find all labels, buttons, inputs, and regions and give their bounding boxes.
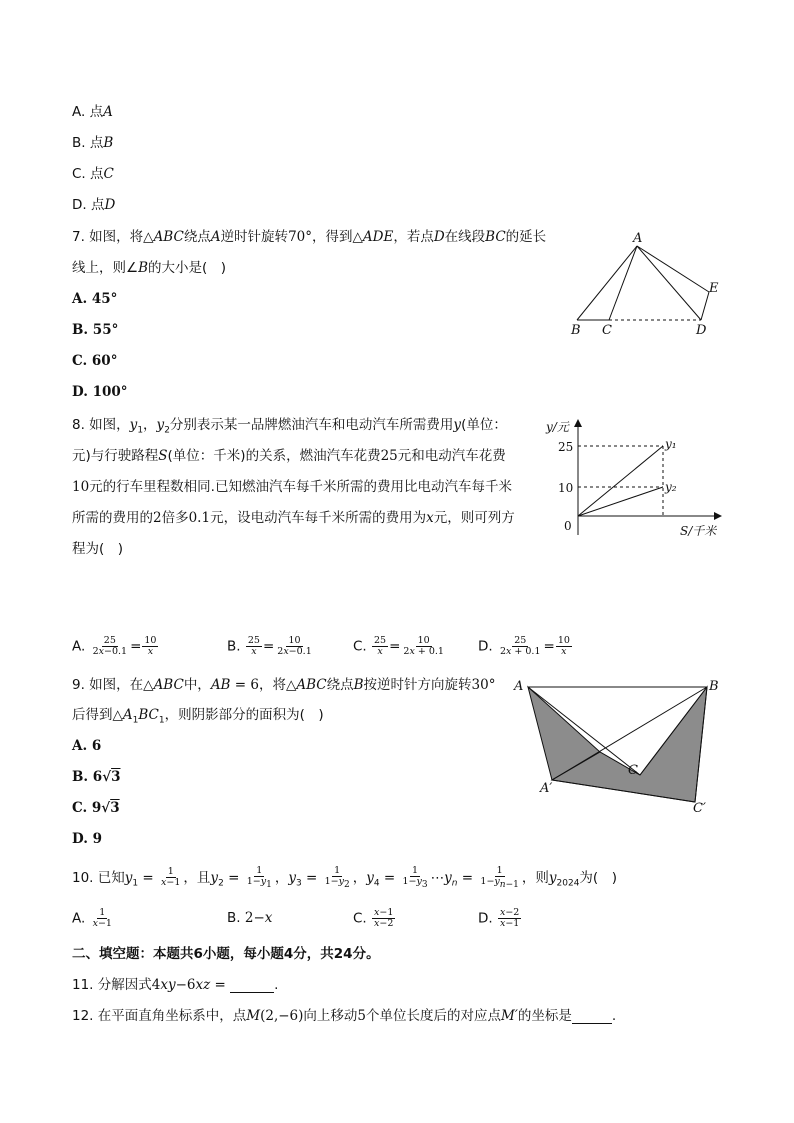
q7-stem-line2: 线上，则∠B的大小是( ) — [72, 260, 227, 276]
q9-label-a1: A′ — [540, 781, 553, 796]
q7-label-b: B — [571, 323, 581, 338]
q10-option-b: B. 2−x — [227, 910, 273, 926]
q7-line-ac — [609, 246, 637, 320]
q10-option-a: A. $\frac{1}{x-1}$ — [72, 907, 112, 929]
q6-option-a: A. 点A — [72, 104, 113, 120]
q8-origin-label: 0 — [564, 519, 572, 533]
q11-answer-blank[interactable] — [230, 978, 274, 993]
q9-option-a: A. 6 — [72, 738, 102, 754]
q7-label-e: E — [709, 281, 719, 296]
q7-line-ab — [577, 246, 637, 320]
q8-option-b: B. $\frac{25}{x}$ = $\frac{10}{2x-0.1}$ — [227, 635, 312, 657]
q8-y-axis-arrow — [574, 419, 582, 427]
q9-option-c: C. 9√3 — [72, 800, 120, 816]
q10-option-c: C. $\frac{x-1}{x-2}$ — [353, 907, 394, 929]
q8-line-y1 — [578, 446, 663, 516]
q7-option-a: A. 45° — [72, 291, 118, 307]
q8-tick-25: 25 — [558, 440, 574, 454]
q12-stem: 12. 在平面直角坐标系中，点M(2,−6)向上移动5个单位长度后的对应点M′的坐标是 . — [72, 1008, 617, 1024]
q7-figure — [565, 228, 725, 340]
q7-option-c: C. 60° — [72, 353, 118, 369]
q8-tick-10: 10 — [558, 481, 574, 495]
q9-stem-line1: 9. 如图，在△ABC中，AB = 6，将△ABC绕点B按逆时针方向旋转30° — [72, 677, 496, 693]
q9-label-c1: C′ — [693, 801, 706, 815]
q8-option-d: D. $\frac{25}{2x + 0.1}$ = $\frac{10}{x}$ — [478, 635, 570, 657]
section-2-heading: 二、填空题：本题共6小题，每小题4分，共24分。 — [72, 946, 380, 962]
q6-option-b: B. 点B — [72, 135, 114, 151]
q7-option-b: B. 55° — [72, 322, 119, 338]
q8-line-y2-label: y₂ — [665, 480, 677, 494]
q8-line-y1-label: y₁ — [665, 437, 677, 451]
q6-option-d: D. 点D — [72, 197, 116, 213]
q10-option-d: D. $\frac{x-2}{x-1}$ — [478, 907, 520, 929]
q9-label-a: A — [514, 679, 524, 694]
q8-stem-line3: 10元的行车里程数相同.已知燃油汽车每千米所需的费用比电动汽车每千米 — [72, 479, 512, 495]
q7-label-c: C — [602, 323, 612, 338]
q7-line-ae — [637, 246, 709, 292]
q8-option-a: A. $\frac{25}{2x-0.1}$ = $\frac{10}{x}$ — [72, 635, 157, 657]
q7-line-ad — [637, 246, 701, 320]
q8-graph — [542, 415, 732, 545]
q11-stem: 11. 分解因式4xy−6xz = . — [72, 977, 279, 993]
q7-label-a: A — [633, 231, 643, 246]
q9-stem-line2: 后得到$\triangle A_1BC_1$，则阴影部分的面积为( ) — [72, 707, 324, 726]
q8-stem-line4: 所需的费用的2倍多0.1元，设电动汽车每千米所需的费用为x元，则可列方 — [72, 510, 515, 526]
q6-option-c: C. 点C — [72, 166, 114, 182]
q8-stem-line5: 程为( ) — [72, 541, 124, 557]
q9-option-b: B. 6√3 — [72, 769, 121, 785]
q10-stem: 10. 已知$y_1$ = $\frac{1}{x-1}$ ，且$y_2$ = $\frac{1}{1-y_1}$ ，$y_3$ = $\frac{1}{1-y_2}$ ，$y_4$ = $\frac{1}{1-y_3}$ $\cdots y_n$ = $\frac{1}{1-y_{n-1}}$ ，则$y_{2024}$为( ) — [72, 865, 617, 890]
q8-stem-line2: 元)与行驶路程S(单位：千米)的关系，燃油汽车花费25元和电动汽车花费 — [72, 448, 506, 464]
q9-option-d: D. 9 — [72, 831, 103, 847]
q8-line-y2 — [578, 487, 663, 516]
q12-answer-blank[interactable] — [572, 1009, 612, 1024]
q8-x-axis-arrow — [714, 512, 722, 520]
q8-x-axis-label: S/千米 — [680, 524, 717, 538]
q8-stem-line1: 8. 如图，$y_1$，$y_2$分别表示某一品牌燃油汽车和电动汽车所需费用y(单位： — [72, 417, 507, 436]
q9-label-c: C — [628, 763, 638, 778]
q9-label-b: B — [709, 679, 719, 694]
q8-option-c: C. $\frac{25}{x}$ = $\frac{10}{2x + 0.1}$ — [353, 635, 444, 657]
q7-label-d: D — [696, 323, 707, 338]
q9-figure — [510, 675, 720, 815]
q7-option-d: D. 100° — [72, 384, 128, 400]
q8-y-axis-label: y/元 — [546, 420, 569, 434]
q7-stem-line1: 7. 如图，将△ABC绕点A逆时针旋转70°，得到△ADE，若点D在线段BC的延长 — [72, 229, 547, 245]
q7-line-de — [701, 292, 709, 320]
